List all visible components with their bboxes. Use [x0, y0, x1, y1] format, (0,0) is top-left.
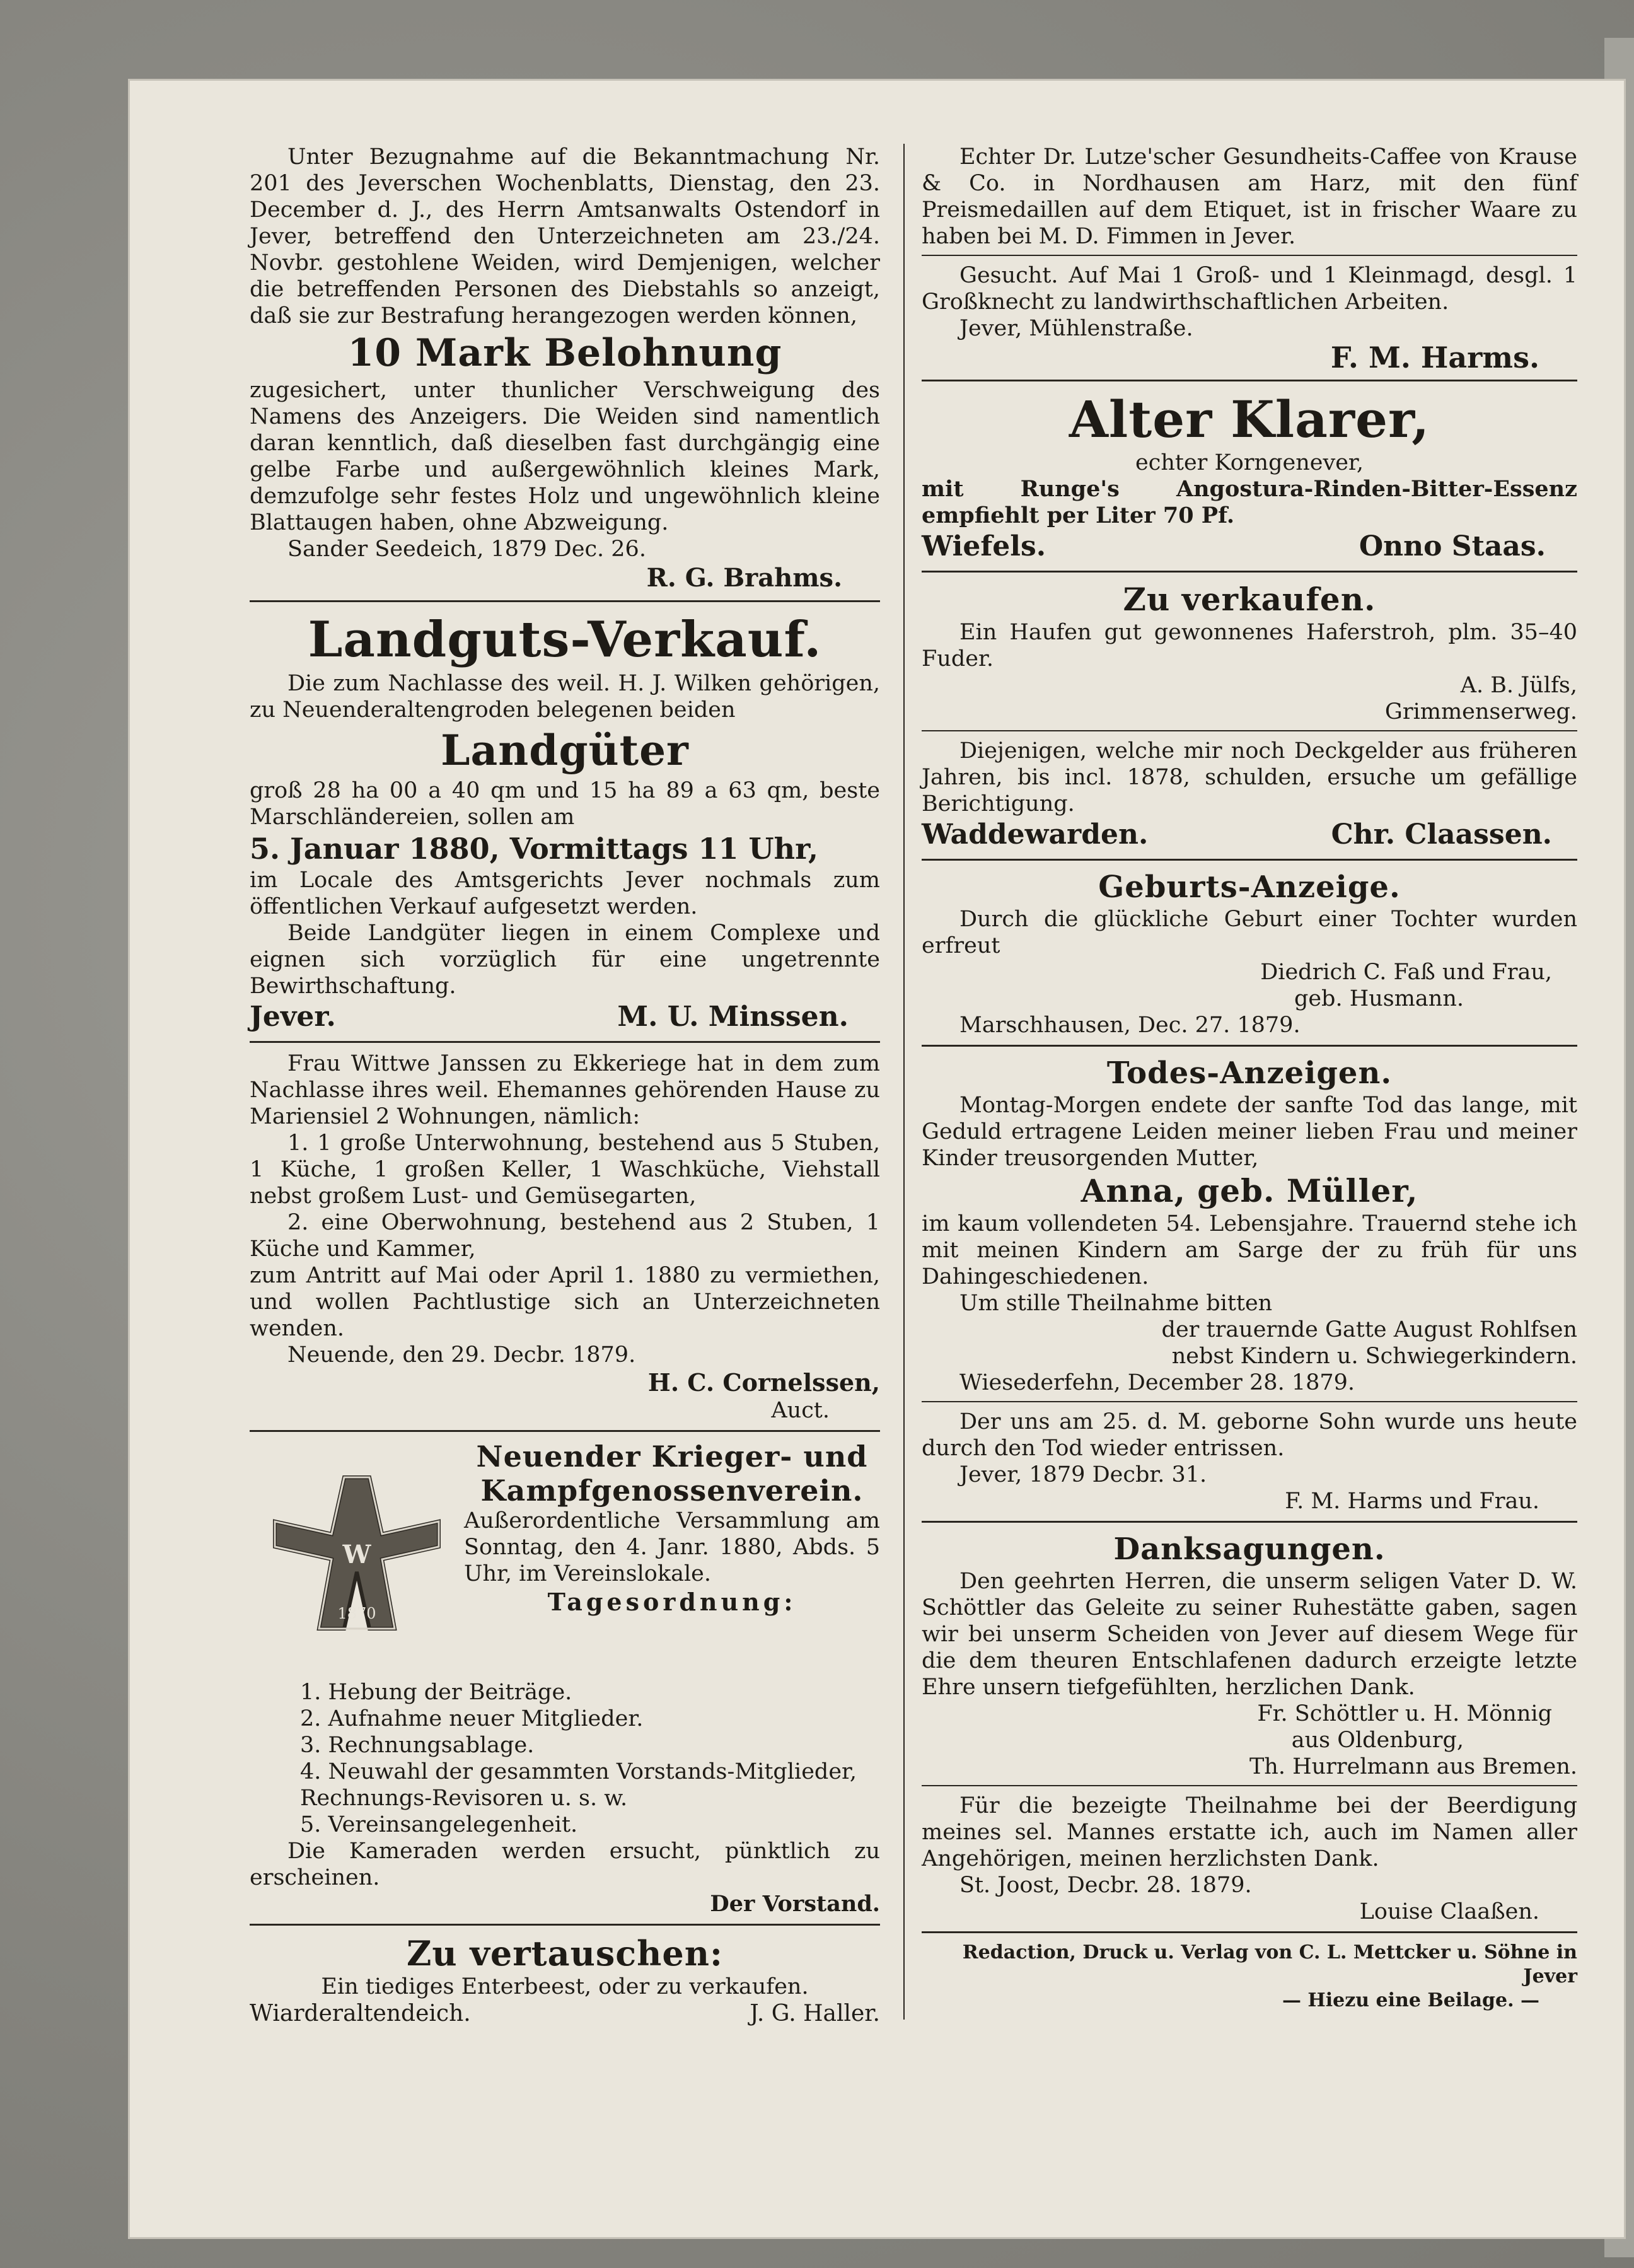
rule — [922, 380, 1577, 381]
dank-sig2: Th. Hurrelmann aus Bremen. — [1249, 1754, 1577, 1779]
tod-sig3: F. M. Harms und Frau. — [1285, 1489, 1539, 1514]
klarer-place: Wiefels. — [922, 530, 1046, 562]
landgut-signature: M. U. Minssen. — [617, 1001, 849, 1033]
belohnung-headline: 10 Mark Belohnung — [347, 331, 782, 375]
cross-letter: W — [342, 1540, 371, 1569]
kaffee-ad: Echter Dr. Lutze'scher Gesundheits-Caffee von Krause & Co. in Nordhausen am Harz, mit den fünf Preismedaillen auf dem Etiquet, ist in frischer Waare zu haben bei M. D. Fimmen in Jever. — [922, 144, 1577, 249]
iron-cross-icon — [250, 1439, 464, 1717]
rule — [922, 1045, 1577, 1047]
gesucht-text: Gesucht. Auf Mai 1 Groß- und 1 Kleinmagd, desgl. 1 Großknecht zu landwirthschaftlichen Arbeiten. — [922, 263, 1577, 315]
belohnung-place-date: Sander Seedeich, 1879 Dec. 26. — [287, 537, 646, 562]
ad-verein — [250, 1439, 880, 1717]
verkaufen-body: Ein Haufen gut gewonnenes Haferstroh, plm. 35–40 Fuder. — [922, 620, 1577, 672]
wohnung-signature: H. C. Cornelssen, — [647, 1368, 880, 1397]
tausch-headline: Zu vertauschen: — [407, 1933, 723, 1974]
verein-text — [464, 1439, 880, 1717]
belohnung-body: zugesichert, unter thunlicher Verschweigung des Namens des Anzeigers. Die Weiden sind namentlich daran kenntlich, daß dieselben fast durchgängig eine gelbe Farbe und außergewöhnlich kleines Mark, demzufolge sehr festes Holz und ungewöhnlich kleine Blattaugen haben, ohne Abzweigung. — [250, 378, 880, 535]
geburt-body: Durch die glückliche Geburt einer Tochter wurden erfreut — [922, 907, 1577, 958]
ad-landgut — [250, 610, 880, 1035]
tod-body3: Der uns am 25. d. M. geborne Sohn wurde uns heute durch den Tod wieder entrissen. — [922, 1409, 1577, 1461]
klarer-sub: echter Korngenever, — [1135, 450, 1364, 475]
belohnung-signature: R. G. Brahms. — [646, 563, 842, 593]
landgut-intro: Die zum Nachlasse des weil. H. J. Wilken gehörigen, zu Neuenderaltengroden belegenen beiden — [250, 671, 880, 723]
verkaufen-headline: Zu verkaufen. — [1123, 581, 1376, 618]
deckgelder-text: Diejenigen, welche mir noch Deckgelder aus früheren Jahren, bis incl. 1878, schulden, ersuche um gefällige Berichtigung. — [922, 738, 1577, 817]
tod-place-date2: Jever, 1879 Decbr. 31. — [959, 1462, 1207, 1487]
agenda-item: 1. Hebung der Beiträge. — [300, 1680, 572, 1705]
impressum-line1: Redaction, Druck u. Verlag von C. L. Mettcker u. Söhne in Jever — [962, 1941, 1577, 1987]
dank-body2: Für die bezeigte Theilnahme bei der Beerdigung meines sel. Mannes erstatte ich, auch im Namen aller Angehörigen, meinen herzlichsten Dank. — [922, 1793, 1577, 1871]
rule — [250, 1430, 880, 1432]
landgut-subhead: Landgüter — [441, 726, 689, 775]
landgut-signature-row — [250, 999, 880, 1035]
landgut-date: 5. Januar 1880, Vormittags 11 Uhr, — [250, 832, 819, 866]
verein-signature: Der Vorstand. — [710, 1891, 880, 1917]
klarer-signature-row — [922, 529, 1577, 564]
dank-place-date: St. Joost, Decbr. 28. 1879. — [959, 1873, 1252, 1898]
tausch-signature: J. G. Haller. — [750, 2001, 880, 2027]
gesucht-place: Jever, Mühlenstraße. — [959, 316, 1193, 341]
belohnung-intro: Unter Bezugnahme auf die Bekanntmachung Nr. 201 des Jeverschen Wochenblatts, Dienstag, den 23. December d. J., des Herrn Amtsanwalts Ostendorf in Jever, betreffend den Unterzeichneten am 23./24. Novbr. gestohlene Weiden, wird Demjenigen, welcher die betreffenden Personen des Diebstahls so anzeigt, daß sie zur Bestrafung herangezogen werden können, — [250, 144, 880, 329]
tod-body2: im kaum vollendeten 54. Lebensjahre. Trauernd stehe ich mit meinen Kindern am Sarge der zu früh für uns Dahingeschiedenen. — [922, 1211, 1577, 1289]
dank-sig3: Louise Claaßen. — [1359, 1899, 1539, 1924]
tod-place-date: Wiesederfehn, December 28. 1879. — [959, 1370, 1355, 1395]
geburt-headline: Geburts-Anzeige. — [1098, 869, 1401, 905]
rule — [922, 859, 1577, 861]
rule — [250, 1041, 880, 1043]
tausch-body: Ein tiediges Enterbeest, oder zu verkaufen. — [321, 1974, 809, 1999]
landgut-headline: Landguts-Verkauf. — [308, 611, 822, 668]
dank-body1: Den geehrten Herren, die unserm seligen Vater D. W. Schöttler das Geleite zu seiner Ruhestätte gaben, sagen wir bei unserm Scheiden von Jever auf diesem Wege für die dem theuren Entschlafenen dadurch erzeigte letzte Ehre unsern tiefgefühlten, herzlichen Dank. — [922, 1569, 1577, 1700]
rule — [922, 571, 1577, 573]
rule — [922, 1521, 1577, 1523]
rule — [922, 730, 1577, 731]
dank-sig1b: aus Oldenburg, — [1291, 1728, 1464, 1753]
rule — [922, 1401, 1577, 1402]
rule — [250, 1924, 880, 1926]
klarer-body: mit Runge's Angostura-Rinden-Bitter-Essenz empfiehlt per Liter 70 Pf. — [922, 476, 1577, 528]
deckgelder-place: Waddewarden. — [922, 818, 1149, 851]
agenda-item: 5. Vereinsangelegenheit. — [300, 1812, 578, 1837]
deckgelder-signature-row — [922, 817, 1577, 852]
wohnung-body: zum Antritt auf Mai oder April 1. 1880 zu vermiethen, und wollen Pachtlustige sich an Unterzeichneten wenden. — [250, 1263, 880, 1341]
tod-name: Anna, geb. Müller, — [1081, 1172, 1418, 1209]
tod-sig2: nebst Kindern u. Schwiegerkindern. — [1171, 1344, 1577, 1369]
cross-year: 1870 — [337, 1605, 376, 1622]
verein-body: Außerordentliche Versammlung am Sonntag, den 4. Janr. 1880, Abds. 5 Uhr, im Vereinslokale. — [464, 1508, 880, 1586]
landgut-place: Jever. — [250, 1001, 336, 1033]
tausch-place: Wiarderaltendeich. — [250, 2001, 471, 2027]
wohnung-place-date: Neuende, den 29. Decbr. 1879. — [287, 1342, 636, 1368]
agenda-item: 3. Rechnungsablage. — [300, 1733, 535, 1758]
tod-headline: Todes-Anzeigen. — [1106, 1055, 1393, 1091]
wohnung-role: Auct. — [771, 1398, 830, 1423]
wohnung-item2: 2. eine Oberwohnung, bestehend aus 2 Stuben, 1 Küche und Kammer, — [250, 1210, 880, 1262]
tod-request: Um stille Theilnahme bitten — [959, 1291, 1273, 1316]
tod-body1: Montag-Morgen endete der sanfte Tod das lange, mit Geduld ertragene Leiden meiner lieben Frau und meiner Kinder treusorgenden Mutter, — [922, 1093, 1577, 1171]
landgut-body1: groß 28 ha 00 a 40 qm und 15 ha 89 a 63 qm, beste Marschländereien, sollen am — [250, 778, 880, 830]
gesucht-signature: F. M. Harms. — [1330, 340, 1539, 375]
klarer-signature: Onno Staas. — [1359, 530, 1546, 562]
dank-headline: Danksagungen. — [1113, 1532, 1386, 1567]
rule — [922, 1785, 1577, 1786]
wohnung-intro: Frau Wittwe Janssen zu Ekkeriege hat in dem zum Nachlasse ihres weil. Ehemannes gehörenden Hause zu Mariensiel 2 Wohnungen, nämlich: — [250, 1051, 880, 1129]
geburt-names: Diedrich C. Faß und Frau, — [1260, 960, 1552, 985]
dank-sig1: Fr. Schöttler u. H. Mönnig — [1257, 1701, 1552, 1726]
column-divider — [903, 144, 905, 2020]
verkaufen-signature: A. B. Jülfs, — [1460, 673, 1577, 698]
left-column — [250, 144, 880, 2028]
rule — [250, 600, 880, 602]
impressum-line2: — Hiezu eine Beilage. — — [1282, 1989, 1539, 2011]
ad-wohnung — [250, 1050, 880, 1424]
agenda-item: 4. Neuwahl der gesammten Vorstands-Mitglieder, Rechnungs-Revisoren u. s. w. — [300, 1759, 857, 1811]
klarer-headline: Alter Klarer, — [1069, 390, 1430, 449]
verein-headline2: Kampfgenossenverein. — [480, 1474, 864, 1508]
landgut-body2: im Locale des Amtsgerichts Jever nochmals zum öffentlichen Verkauf aufgesetzt werden. — [250, 868, 880, 919]
right-column — [922, 144, 1577, 2013]
iron-cross-emblem — [250, 1439, 464, 1717]
agenda-item: 2. Aufnahme neuer Mitglieder. — [300, 1706, 644, 1731]
verkaufen-address: Grimmenserweg. — [1384, 699, 1577, 724]
rule — [922, 1931, 1577, 1933]
deckgelder-signature: Chr. Claassen. — [1331, 818, 1552, 851]
tod-sig1: der trauernde Gatte August Rohlfsen — [1161, 1317, 1577, 1342]
geburt-place-date: Marschhausen, Dec. 27. 1879. — [959, 1013, 1301, 1038]
verein-agenda-title: Tagesordnung: — [547, 1588, 797, 1616]
tausch-signature-row — [250, 2000, 880, 2028]
verein-closing: Die Kameraden werden ersucht, pünktlich zu erscheinen. — [250, 1839, 880, 1890]
wohnung-item1: 1. 1 große Unterwohnung, bestehend aus 5 Stuben, 1 Küche, 1 großen Keller, 1 Waschküche, Viehstall nebst großem Lust- und Gemüsegarten, — [250, 1131, 880, 1209]
geburt-nee: geb. Husmann. — [1294, 986, 1464, 1011]
ad-belohnung — [250, 144, 880, 594]
verein-headline1: Neuender Krieger- und — [476, 1439, 868, 1474]
landgut-body3: Beide Landgüter liegen in einem Complexe und eignen sich vorzüglich für eine ungetrennte Bewirthschaftung. — [250, 921, 880, 999]
rule — [922, 255, 1577, 256]
ad-tausch — [250, 1933, 880, 2028]
